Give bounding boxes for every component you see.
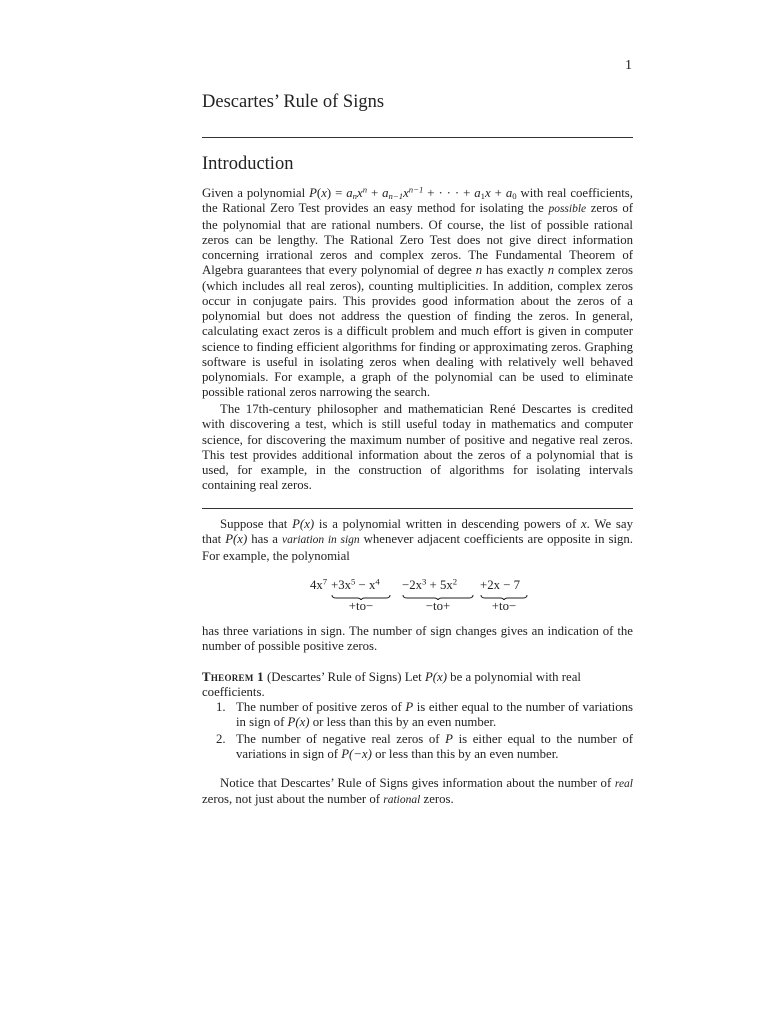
document-title: Descartes’ Rule of Signs [202,92,385,112]
theorem-list [216,700,633,763]
intro-paragraph-1: Given a polynomial $P(x) = a_nx^n + a_{n-1}x^{n-1}$ + · · · + $a_1x + a_0$ with real coefficients, the Rational Zero Test provides an easy method for isolating the possible zeros of the polynomial that are rational numbers. Of course, the list of possible rational zeros can be lengthy. The Rational Zero Test does not give direct information concerning irrational zeros and complex zeros. The Fundamental Theorem of Algebra guarantees that every polynomial of degree n has exactly n complex zeros (which includes all real zeros), counting multiplicities. In addition, complex zeros occur in conjugate pairs. This provides good information about the zeros of a polynomial but does not address the question of finding the zeros. In general, calculating exact zeros is a difficult problem and much effort is given in computer science to finding efficient algorithms for finding or approximating zeros. Graphing software is useful in isolating zeros when dealing with relatively well behaved polynomials. For example, a graph of the polynomial can be used to eliminate possible rational zeros narrowing the search. [202,184,633,400]
after-display-paragraph: has three variations in sign. The number of sign changes gives an indication of the number of possible positive zeros. [202,624,633,654]
leading-term: $4x^7$ [310,576,328,592]
theorem-heading: Theorem 1 [202,670,264,684]
polynomial-display [202,578,633,620]
intro-paragraph-2: The 17th-century philosopher and mathematician René Descartes is credited with discovering a test, which is still useful today in mathematics and computer science, for discovering the maximum number of positive and negative real zeros. This test provides additional information about the zeros of a polynomial that is used, for example, in the construction of algorithms for isolating intervals containing real zeros. [202,402,633,493]
sign-label-1: +to− [348,599,374,613]
sign-label-3: +to− [491,599,517,613]
theorem-statement: Theorem 1 (Descartes’ Rule of Signs) Let P(x) be a polynomial with real coefficients. [202,670,581,700]
list-item: 2. The number of negative real zeros of P is either equal to the number of variations in sign of P(−x) or less than this by an even number. [216,731,633,761]
list-item: 1. The number of positive zeros of P is either equal to the number of variations in sign of P(x) or less than this by an even number. [216,700,633,730]
sign-group-1: $+3x^5 - x^4$ +to− [331,578,391,614]
sign-group-3: +2x − 7 +to− [480,578,528,614]
variation-paragraph: Suppose that P(x) is a polynomial written in descending powers of x. We say that P(x) has a variation in sign whenever adjacent coefficients are opposite in sign. For example, the polynomial [202,517,634,563]
polynomial-formula: P [309,186,317,200]
section-rule [202,508,633,509]
page-number: 1 [625,58,632,73]
section-title: Introduction [202,154,294,174]
sign-label-2: −to+ [425,599,451,613]
sign-group-2: $-2x^3 + 5x^2$ −to+ [402,578,474,614]
title-rule [202,137,633,138]
notice-paragraph: Notice that Descartes’ Rule of Signs gives information about the number of real zeros, not just about the number of rational zeros. [202,776,633,807]
